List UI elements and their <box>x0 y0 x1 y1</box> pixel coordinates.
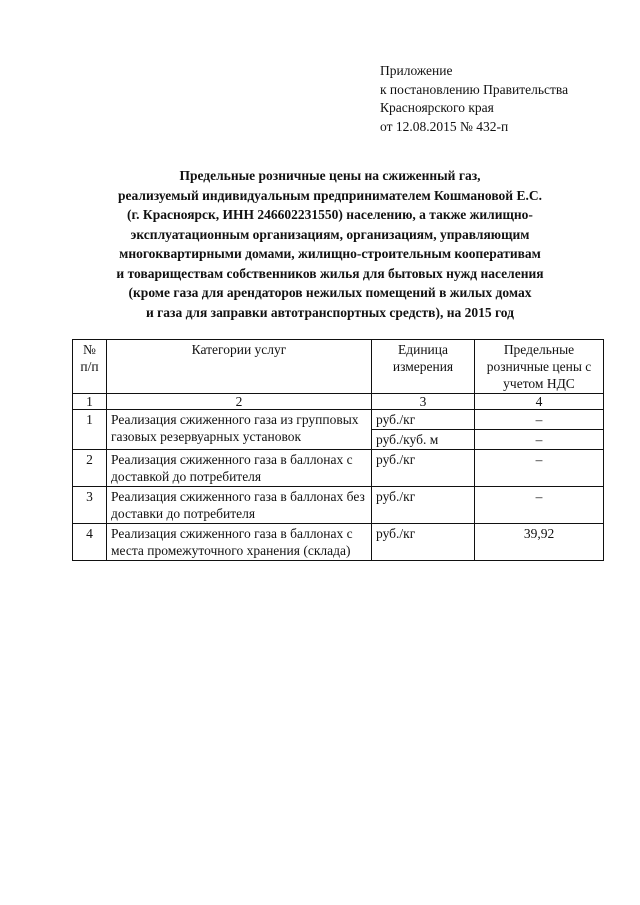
row-number: 3 <box>73 487 107 524</box>
row-price: – <box>475 487 604 524</box>
header-price: Предельные розничные цены с учетом НДС <box>475 340 604 394</box>
title-line: и газа для заправки автотранспортных средств), на 2015 год <box>146 304 514 320</box>
document-title <box>60 166 600 322</box>
row-category: Реализация сжиженного газа в баллонах без доставки до потребителя <box>107 487 372 524</box>
unit-value: руб./куб. м <box>372 429 474 448</box>
annex-header <box>380 62 630 136</box>
table-row <box>73 410 604 450</box>
row-price: – <box>475 450 604 487</box>
header-num: № п/п <box>73 340 107 394</box>
row-unit: руб./кг <box>372 450 475 487</box>
row-number: 2 <box>73 450 107 487</box>
row-unit <box>372 410 475 450</box>
table-row <box>73 524 604 561</box>
table-header-row <box>73 340 604 394</box>
title-line: Предельные розничные цены на сжиженный газ, <box>179 168 481 183</box>
table-row <box>73 487 604 524</box>
row-category: Реализация сжиженного газа в баллонах с места промежуточного хранения (склада) <box>107 524 372 561</box>
row-price: 39,92 <box>475 524 604 561</box>
column-index: 1 <box>73 394 107 410</box>
unit-value: руб./кг <box>376 412 416 427</box>
annex-line: Красноярского края <box>380 100 494 115</box>
annex-line: от 12.08.2015 № 432-п <box>380 118 509 134</box>
title-line: многоквартирными домами, жилищно-строительным кооперативам <box>119 246 541 261</box>
row-category: Реализация сжиженного газа из групповых газовых резервуарных установок <box>107 410 372 450</box>
price-value: – <box>535 412 543 427</box>
column-index-row <box>73 394 604 410</box>
title-line: эксплуатационным организациям, организациям, управляющим <box>130 226 530 242</box>
row-number: 1 <box>73 410 107 450</box>
annex-line: к постановлению Правительства <box>380 81 569 97</box>
row-number: 4 <box>73 524 107 561</box>
row-unit: руб./кг <box>372 524 475 561</box>
title-line: реализуемый индивидуальным предпринимателем Кошмановой Е.С. <box>118 187 542 203</box>
column-index: 3 <box>372 394 475 410</box>
row-category: Реализация сжиженного газа в баллонах с доставкой до потребителя <box>107 450 372 487</box>
title-line: (кроме газа для арендаторов нежилых помещений в жилых домах <box>128 285 532 300</box>
row-price <box>475 410 604 450</box>
annex-line: Приложение <box>380 63 453 78</box>
title-line: и товариществам собственников жилья для бытовых нужд населения <box>116 265 544 281</box>
price-table <box>72 339 604 561</box>
column-index: 2 <box>107 394 372 410</box>
header-unit: Единица измерения <box>372 340 475 394</box>
row-unit: руб./кг <box>372 487 475 524</box>
table-row <box>73 450 604 487</box>
header-category: Категории услуг <box>107 340 372 394</box>
column-index: 4 <box>475 394 604 410</box>
price-value: – <box>475 429 603 448</box>
title-line: (г. Красноярск, ИНН 246602231550) населению, а также жилищно- <box>127 207 533 222</box>
